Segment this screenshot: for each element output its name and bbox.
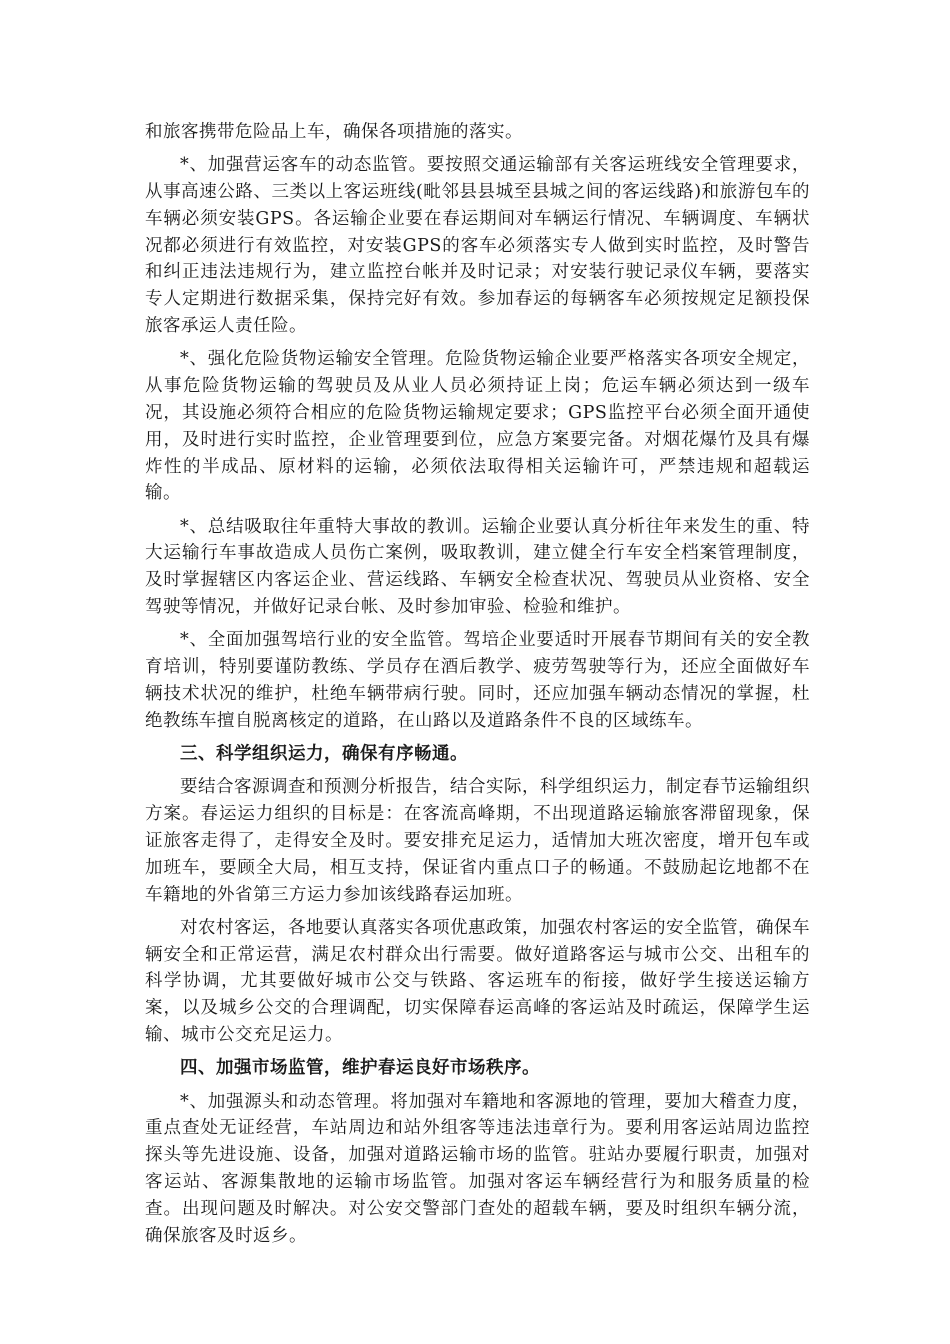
paragraph-accident-lessons: *、总结吸取往年重特大事故的教训。运输企业要认真分析往年来发生的重、特大运输行车事故造成人员伤亡案例，吸取教训，建立健全行车安全档案管理制度，及时掌握辖区内客运企业、营运线路、车辆安全检查状况、驾驶员从业资格、安全驾驶等情况，并做好记录台帐、及时参加审验、检验和维护。 [145, 516, 810, 618]
paragraph-rural-transport: 对农村客运，各地要认真落实各项优惠政策，加强农村客运的安全监管，确保车辆安全和正常运营，满足农村群众出行需要。做好道路客运与城市公交、出租车的科学协调，尤其要做好城市公交与铁路、客运班车的衔接，做好学生接送运输方案，以及城乡公交的合理调配，切实保障春运高峰的客运站及时疏运，保障学生运输、城市公交充足运力。 [145, 917, 810, 1045]
section-heading-4: 四、加强市场监管，维护春运良好市场秩序。 [180, 1058, 540, 1079]
section-heading-3: 三、科学组织运力，确保有序畅通。 [180, 744, 468, 765]
paragraph-continuation: 和旅客携带危险品上车，确保各项措施的落实。 [145, 122, 523, 142]
paragraph-hazardous-goods: *、强化危险货物运输安全管理。危险货物运输企业要严格落实各项安全规定，从事危险货物运输的驾驶员及从业人员必须持证上岗；危运车辆必须达到一级车况，其设施必须符合相应的危险货物运输规定要求；GPS监控平台必须全面开通使用，及时进行实时监控，企业管理要到位，应急方案要完备。对烟花爆竹及具有爆炸性的半成品、原材料的运输，必须依法取得相关运输许可，严禁违规和超载运输。 [145, 349, 810, 504]
paragraph-driver-training: *、全面加强驾培行业的安全监管。驾培企业要适时开展春节期间有关的安全教育培训，特别要谨防教练、学员存在酒后教学、疲劳驾驶等行为，还应全面做好车辆技术状况的维护，杜绝车辆带病行驶。同时，还应加强车辆动态情况的掌握，杜绝教练车擅自脱离核定的道路，在山路以及道路条件不良的区域练车。 [145, 630, 810, 731]
document-page [145, 119, 810, 1256]
paragraph-capacity-organization: 要结合客源调查和预测分析报告，结合实际，科学组织运力，制定春节运输组织方案。春运运力组织的目标是：在客流高峰期，不出现道路运输旅客滞留现象，保证旅客走得了，走得安全及时。要安排充足运力，适情加大班次密度，增开包车或加班车，要顾全大局，相互支持，保证省内重点口子的畅通。不鼓励起讫地都不在车籍地的外省第三方运力参加该线路春运加班。 [145, 777, 810, 905]
paragraph-vehicle-dynamic-supervision: *、加强营运客车的动态监管。要按照交通运输部有关客运班线安全管理要求，从事高速公路、三类以上客运班线(毗邻县县城至县城之间的客运线路)和旅游包车的车辆必须安装GPS。各运输企业要在春运期间对车辆运行情况、车辆调度、车辆状况都必须进行有效监控，对安装GPS的客车必须落实专人做到实时监控，及时警告和纠正违法违规行为，建立监控台帐并及时记录；对安装行驶记录仪车辆，要落实专人定期进行数据采集，保持完好有效。参加春运的每辆客车必须按规定足额投保旅客承运人责任险。 [145, 155, 810, 337]
paragraph-source-management: *、加强源头和动态管理。将加强对车籍地和客源地的管理，要加大稽查力度，重点查处无证经营，车站周边和站外组客等违法违章行为。要利用客运站周边监控探头等先进设施、设备，加强对道路运输市场的监管。驻站办要履行职责，加强对客运站、客源集散地的运输市场监管。加强对客运车辆经营行为和服务质量的检查。出现问题及时解决。对公安交警部门查处的超载车辆，要及时组织车辆分流，确保旅客及时返乡。 [145, 1091, 810, 1246]
